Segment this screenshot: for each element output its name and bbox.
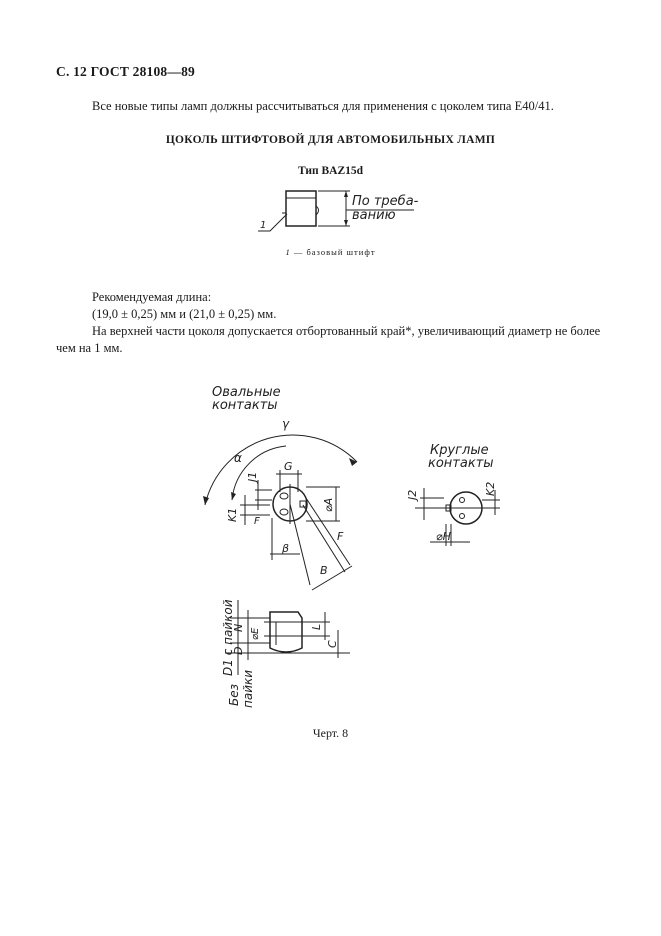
dim-G: G	[284, 460, 293, 473]
intro-paragraph: Все новые типы ламп должны рассчитываться для применения с цоколем типа E40/41.	[92, 99, 554, 113]
round-contact	[460, 498, 465, 503]
side-E: ⌀E	[250, 627, 261, 640]
dim-A: ⌀A	[322, 497, 335, 512]
dim-H: ⌀H	[436, 530, 451, 543]
dim-J1: J1	[246, 471, 259, 482]
side-without-solder-line2: пайки	[241, 669, 255, 708]
side-view-drawing	[221, 599, 350, 708]
round-contacts-drawing	[406, 443, 500, 546]
dim-F-left: F	[254, 516, 260, 527]
side-base-body	[270, 612, 302, 652]
flange-note-line2: чем на 1 мм.	[56, 341, 123, 355]
oval-label-line2: контакты	[212, 398, 278, 413]
base-body	[286, 191, 316, 226]
round-contact	[460, 514, 465, 519]
callout-line1: По треба-	[352, 194, 419, 209]
oval-label-line1: Овальные	[212, 385, 281, 400]
caption-text: — базовый штифт	[290, 247, 376, 257]
dim-J2: J2	[406, 489, 419, 500]
side-L: L	[310, 623, 323, 630]
oval-contact	[280, 493, 288, 499]
page-header: С. 12 ГОСТ 28108—89	[56, 64, 195, 79]
type-label: Тип BAZ15d	[297, 165, 364, 177]
dim-B: B	[320, 564, 328, 577]
dim-F-right: F	[337, 530, 344, 543]
gamma-arc	[205, 435, 357, 505]
side-D: D	[232, 646, 245, 655]
round-label-line2: контакты	[428, 456, 494, 471]
base-pin	[300, 501, 306, 507]
side-C: C	[326, 640, 339, 648]
caption-number: 1	[285, 247, 291, 257]
dim-K2: K2	[484, 481, 497, 496]
recommended-length-label: Рекомендуемая длина:	[92, 290, 212, 304]
dim-alpha: α	[234, 451, 242, 465]
figure-caption: Черт. 8	[312, 726, 349, 740]
figure1-base-drawing	[258, 191, 419, 231]
dim-gamma: γ	[282, 417, 290, 431]
round-label-line1: Круглые	[430, 443, 489, 458]
side-with-solder: D1 с пайкой	[221, 599, 235, 676]
oval-contacts-drawing	[203, 385, 357, 590]
dim-beta: β	[282, 542, 290, 555]
recommended-length-values: (19,0 ± 0,25) мм и (21,0 ± 0,25) мм.	[92, 307, 277, 321]
side-without-solder-line1: Без	[227, 684, 241, 706]
flange-note-line1: На верхней части цоколя допускается отбортованный край*, увеличивающий диаметр не более	[92, 324, 601, 338]
section-title: ЦОКОЛЬ ШТИФТОВОЙ ДЛЯ АВТОМОБИЛЬНЫХ ЛАМП	[165, 134, 496, 146]
item1-number: 1	[260, 220, 267, 231]
side-N: N	[232, 623, 245, 632]
oval-contact	[280, 509, 288, 515]
dim-K1: K1	[226, 507, 239, 522]
callout-line2: ванию	[352, 208, 396, 223]
